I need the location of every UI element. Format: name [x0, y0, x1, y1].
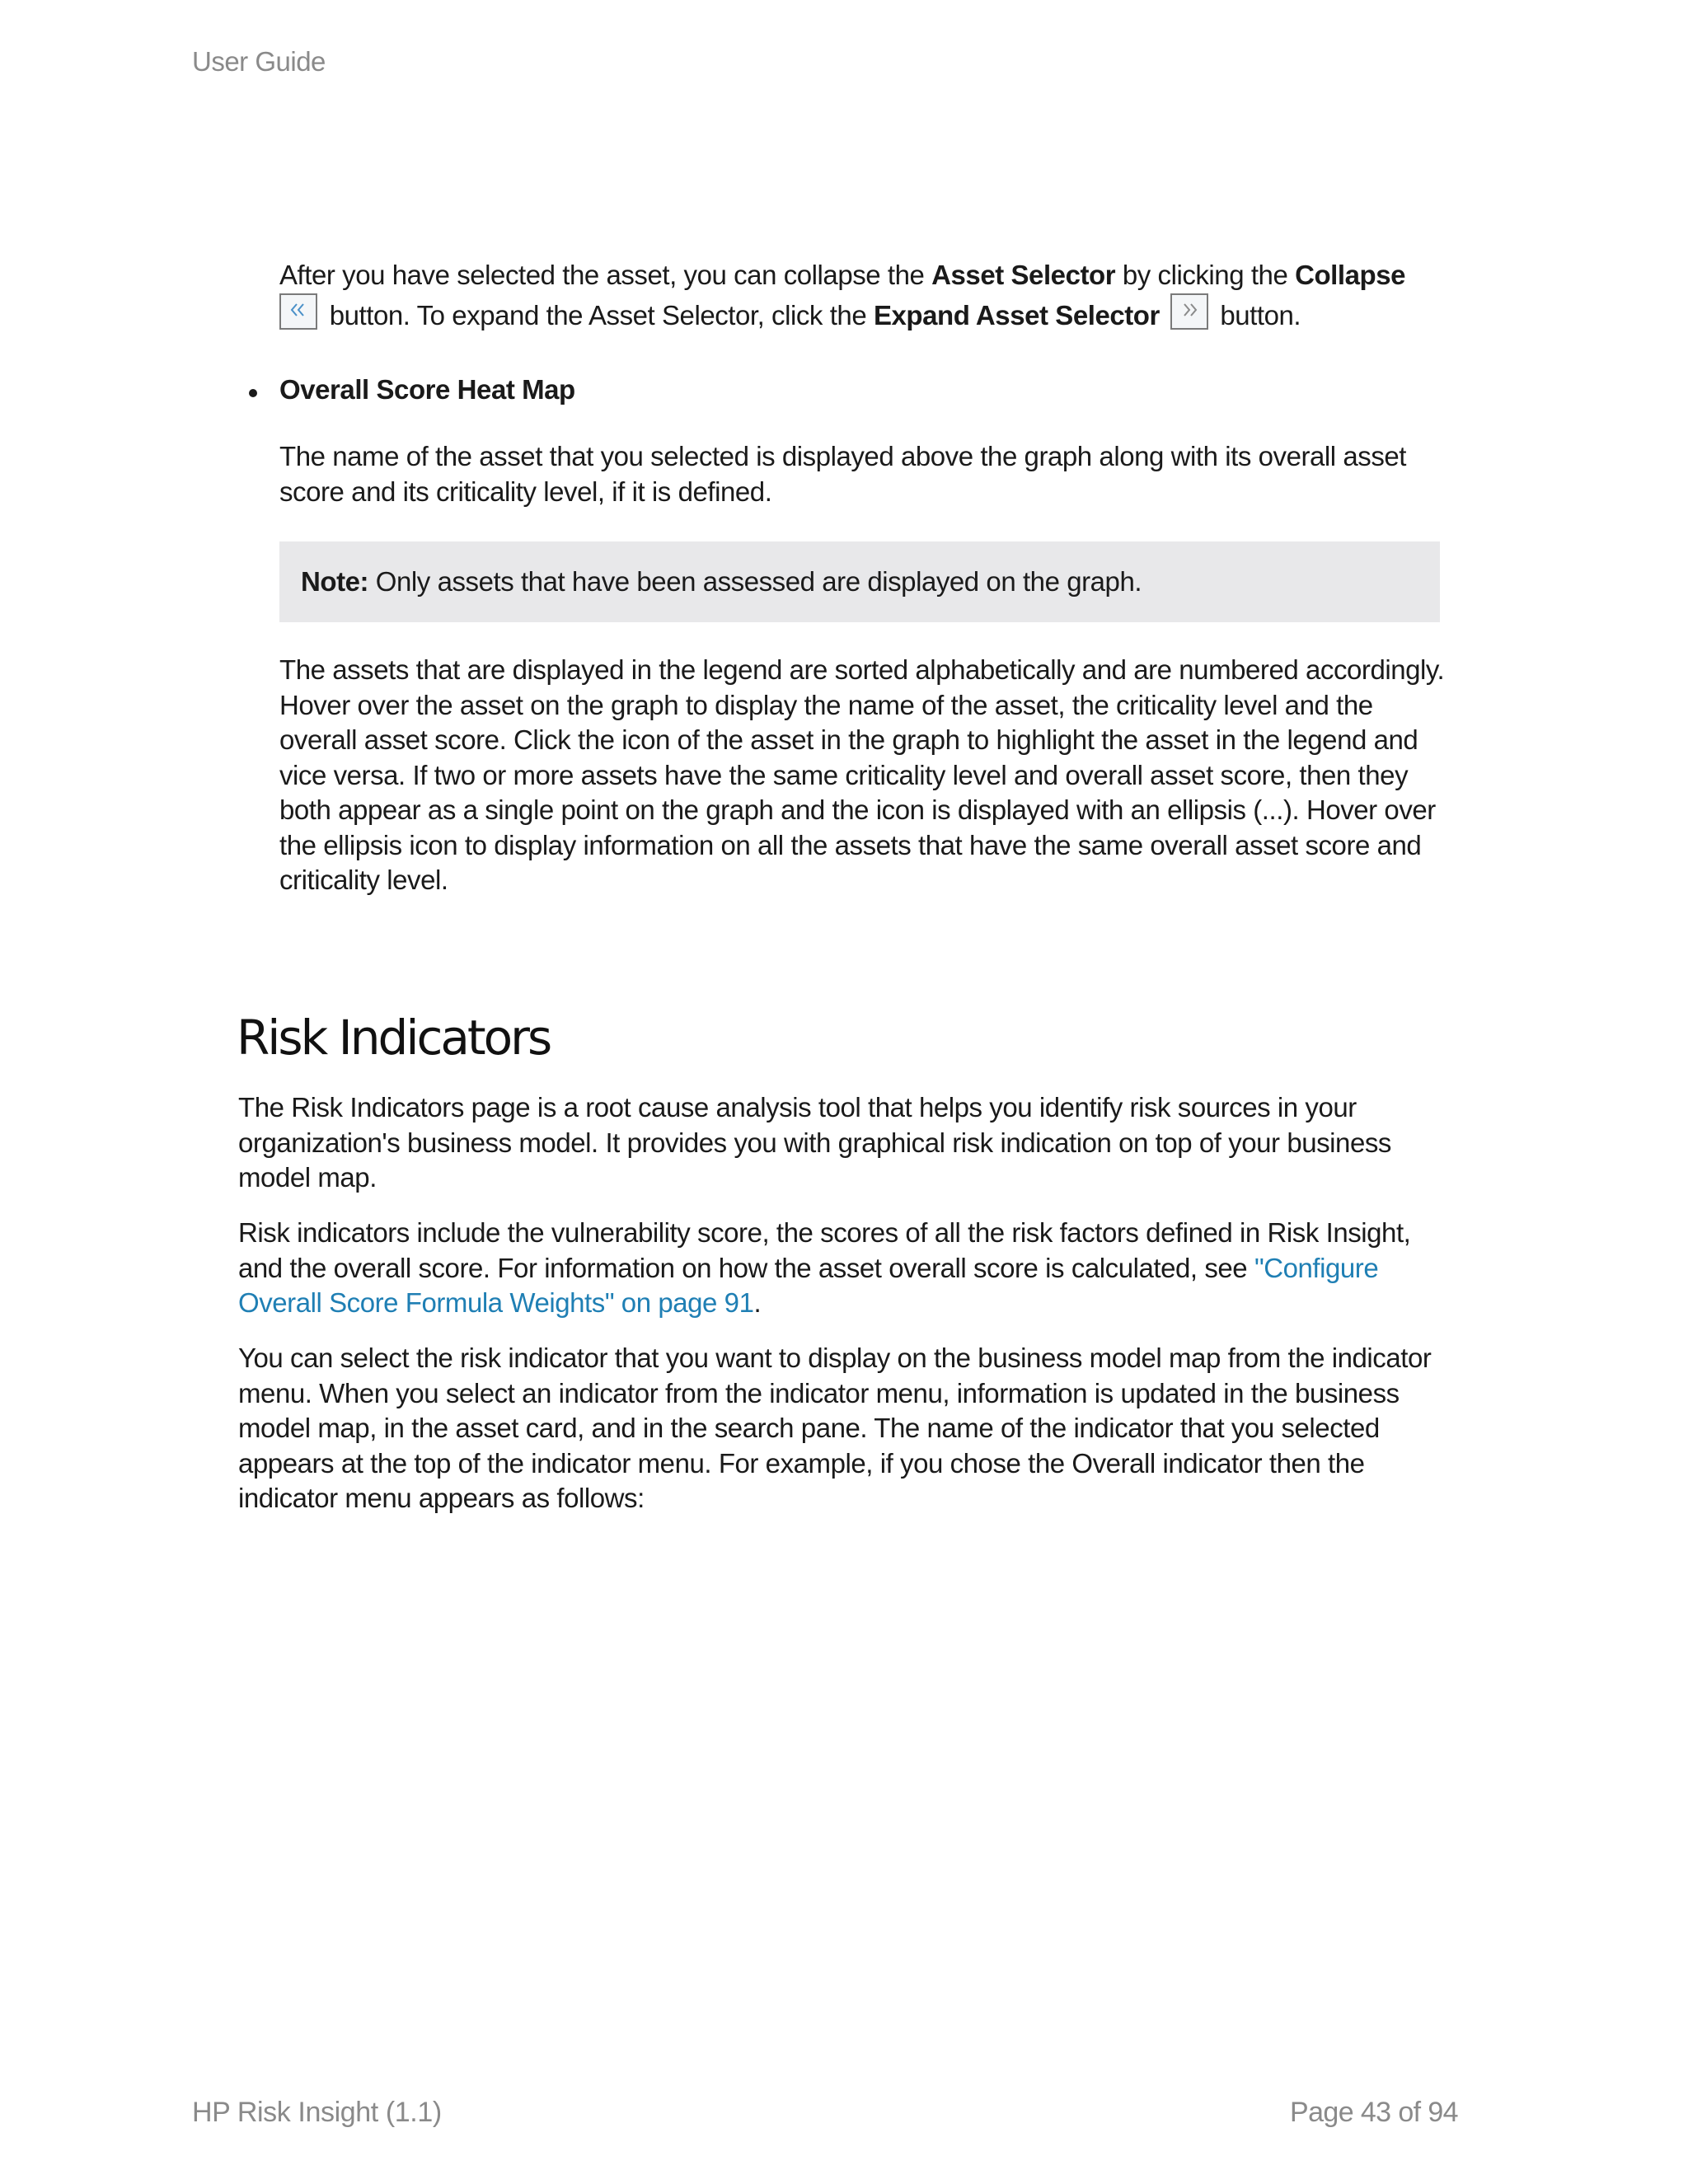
footer-product: HP Risk Insight (1.1): [192, 2097, 442, 2128]
bullet-description: The name of the asset that you selected is displayed above the graph along with its overall asset score and its criticality level, if it is defined.: [279, 441, 1407, 507]
intro-text: button. To expand the Asset Selector, click the: [322, 299, 874, 330]
configure-weights-link[interactable]: "Configure Overall Score Formula Weights" on page 91: [238, 1252, 1379, 1318]
bullet-title-text: Overall Score Heat Map: [279, 374, 575, 405]
note-text: [301, 565, 1142, 599]
legend-paragraph: The assets that are displayed in the legend are sorted alphabetically and are numbered accordingly. Hover over the asset on the graph to display the name of the asset, the criticality level and the overall asset score. Click the icon of the asset in the graph to highlight the asset in the legend and vice versa. If two or more assets have the same criticality level and overall asset score, then they both appear as a single point on the graph and the icon is displayed with an ellipsis (...). Hover over the ellipsis icon to display information on all the assets that have the same overall asset score and criticality level.: [279, 654, 1445, 895]
asset-selector-term: Asset Selector: [931, 260, 1116, 290]
note-body: Only assets that have been assessed are displayed on the graph.: [368, 566, 1142, 597]
double-chevron-left-icon: [288, 302, 309, 320]
risk-indicators-paragraph-2: [238, 1216, 1450, 1321]
running-header: User Guide: [192, 46, 326, 77]
expand-asset-selector-term: Expand Asset Selector: [873, 299, 1160, 330]
risk-indicators-paragraph-3: You can select the risk indicator that you want to display on the business model map from the indicator menu. When you select an indicator from the indicator menu, information is updated in the business model map, in the asset card, and in the search pane. The name of the indicator that you selected appears at the top of the indicator menu. For example, if you chose the Overall indicator then the indicator menu appears as follows:: [238, 1343, 1432, 1513]
paragraph-text: Risk indicators include the vulnerability score, the scores of all the risk factors defined in Risk Insight, and the overall score. For information on how the asset overall score is calculated, see: [238, 1217, 1411, 1283]
collapse-button[interactable]: [279, 293, 317, 330]
footer-page-number: Page 43 of 94: [1290, 2097, 1458, 2128]
bullet-dot: [249, 389, 257, 397]
note-box: [279, 541, 1440, 622]
intro-text: by clicking the: [1115, 260, 1296, 290]
intro-paragraph: [279, 258, 1450, 333]
risk-indicators-paragraph-1: The Risk Indicators page is a root cause analysis tool that helps you identify risk sources in your organization's business model. It provides you with graphical risk indication on top of your business model map.: [238, 1092, 1391, 1193]
note-label: Note:: [301, 566, 369, 597]
collapse-term: Collapse: [1295, 260, 1406, 290]
expand-asset-selector-button[interactable]: [1170, 293, 1208, 330]
section-heading: Risk Indicators: [237, 1010, 551, 1066]
intro-text: button.: [1212, 299, 1301, 330]
double-chevron-right-icon: [1179, 302, 1200, 320]
intro-text: After you have selected the asset, you can collapse the: [279, 260, 932, 290]
paragraph-text: .: [753, 1287, 762, 1318]
bullet-title: [279, 373, 1450, 408]
